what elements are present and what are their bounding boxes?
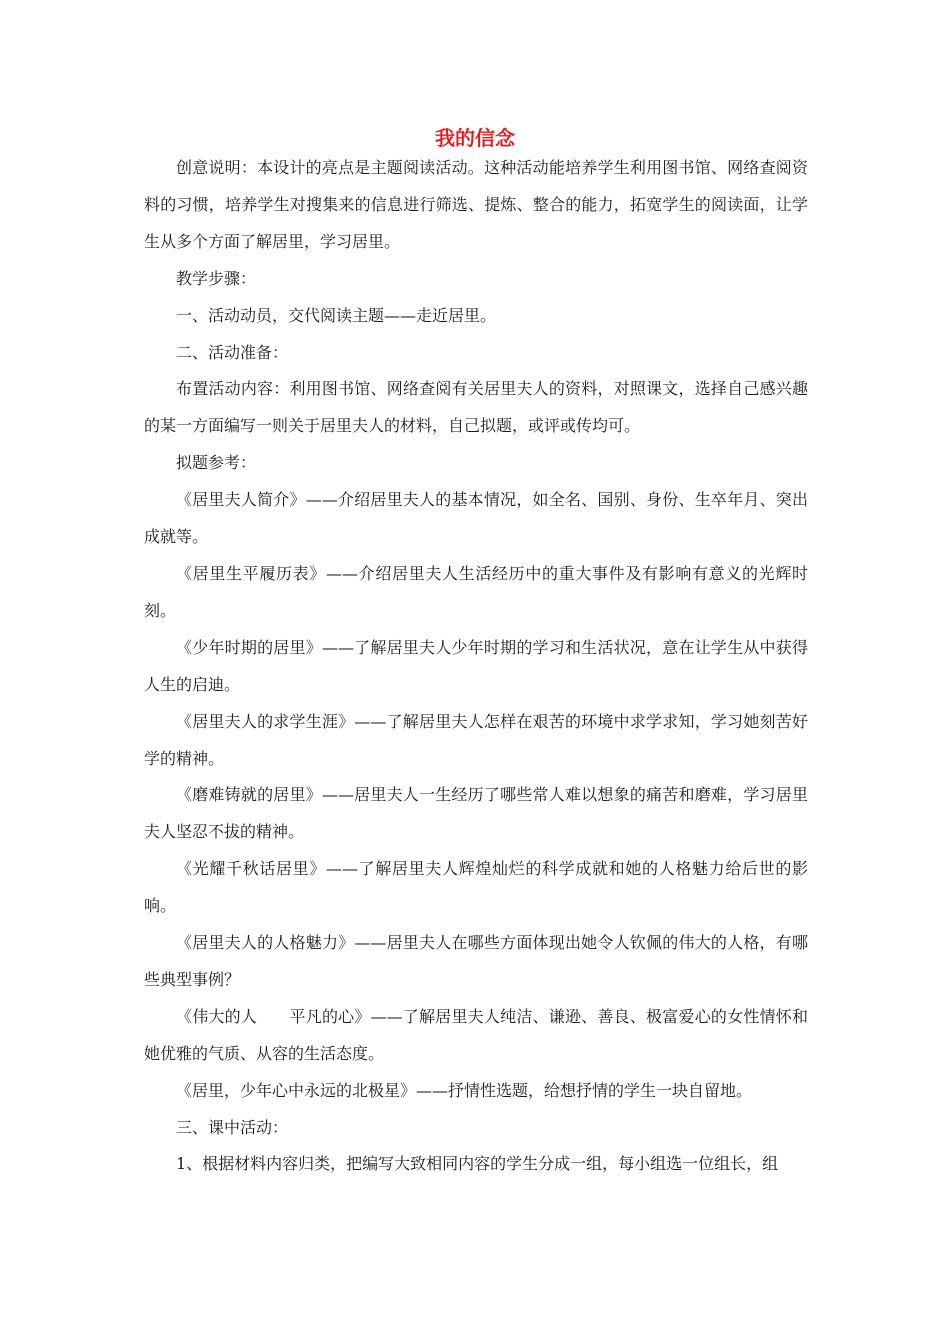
paragraph-step-three: 三、课中活动： xyxy=(176,1117,289,1137)
paragraph-topic-item: 《居里夫人简介》——介绍居里夫人的基本情况，如全名、国别、身份、生卒年月、突出成就等。 xyxy=(144,490,808,547)
paragraph-step-one: 一、活动动员，交代阅读主题——走近居里。 xyxy=(176,305,497,325)
paragraph-topic-item: 《磨难铸就的居里》——居里夫人一生经历了哪些常人难以想象的痛苦和磨难，学习居里夫人坚忍不拔的精神。 xyxy=(144,785,808,842)
paragraph-activity-content: 布置活动内容：利用图书馆、网络查阅有关居里夫人的资料，对照课文，选择自己感兴趣的某一方面编写一则关于居里夫人的材料，自己拟题，或评或传均可。 xyxy=(144,379,808,436)
document-title: 我的信念 xyxy=(435,126,515,150)
paragraph-topic-item: 《居里生平履历表》——介绍居里夫人生活经历中的重大事件及有影响有意义的光辉时刻。 xyxy=(144,563,808,620)
paragraph-topic-item: 《居里夫人的求学生涯》——了解居里夫人怎样在艰苦的环境中求学求知，学习她刻苦好学的精神。 xyxy=(144,711,808,768)
paragraph-topic-item: 《居里，少年心中永远的北极星》——抒情性选题，给想抒情的学生一块自留地。 xyxy=(176,1080,753,1100)
paragraph-topic-item: 《居里夫人的人格魅力》——居里夫人在哪些方面体现出她令人钦佩的伟大的人格，有哪些典型事例？ xyxy=(144,933,808,989)
document-body xyxy=(144,150,808,1183)
paragraph-topic-item: 《少年时期的居里》——了解居里夫人少年时期的学习和生活状况，意在让学生从中获得人生的启迪。 xyxy=(144,637,808,694)
paragraph-topic-item: 《光耀千秋话居里》——了解居里夫人辉煌灿烂的科学成就和她的人格魅力给后世的影响。 xyxy=(144,859,808,916)
paragraph-step-two: 二、活动准备： xyxy=(176,342,289,362)
paragraph-intro: 创意说明：本设计的亮点是主题阅读活动。这种活动能培养学生利用图书馆、网络查阅资料的习惯，培养学生对搜集来的信息进行筛选、提炼、整合的能力，拓宽学生的阅读面，让学生从多个方面了解居里，学习居里。 xyxy=(144,158,808,251)
paragraph-steps-heading: 教学步骤： xyxy=(176,268,257,288)
paragraph-topic-item: 《伟大的人 平凡的心》——了解居里夫人纯洁、谦逊、善良、极富爱心的女性情怀和她优雅的气质、从容的生活态度。 xyxy=(144,1006,808,1063)
paragraph-activity-one: 1、根据材料内容归类，把编写大致相同内容的学生分成一组，每小组选一位组长，组 xyxy=(176,1154,779,1174)
paragraph-topic-reference: 拟题参考： xyxy=(176,453,257,473)
